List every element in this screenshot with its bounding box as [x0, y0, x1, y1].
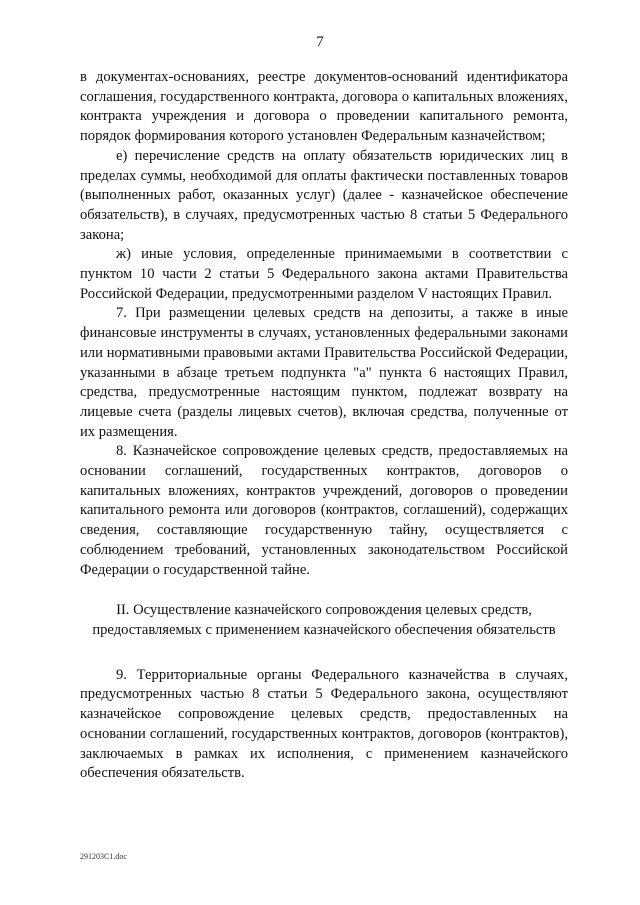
- footer-file-code: 291203C1.doc: [80, 852, 127, 861]
- document-body: [80, 68, 568, 784]
- paragraph-8: 8. Казначейское сопровождение целевых средств, предоставляемых на основании соглашений, государственных контрактов, договоров о капитальных вложениях, контрактов учреждений, договоров о проведении капитального ремонта или договоров (контрактов, соглашений), содержащих сведения, составляющие государственную тайну, осуществляется с соблюдением требований, установленных законодательством Российской Федерации о государственной тайне.: [80, 443, 568, 578]
- page-number: 7: [316, 34, 324, 50]
- paragraph-item-e: е) перечисление средств на оплату обязательств юридических лиц в пределах суммы, необходимой для оплаты фактически поставленных товаров (выполненных работ, оказанных услуг) (далее - казначейское обеспечение обязательств), в случаях, предусмотренных частью 8 статьи 5 Федерального закона;: [80, 147, 568, 243]
- section-heading: [80, 601, 568, 640]
- section-heading-line-2: предоставляемых с применением казначейского обеспечения обязательств: [92, 621, 556, 638]
- paragraph-7: 7. При размещении целевых средств на депозиты, а также в иные финансовые инструменты в случаях, установленных федеральными законами или нормативными правовыми актами Правительства Российской Федерации, указанными в абзаце третьем подпункта "а" пункта 6 настоящих Правил, средства, предусмотренные настоящим пунктом, подлежат возврату на лицевые счета (разделы лицевых счетов), включая средства, полученные от их размещения.: [80, 305, 568, 440]
- paragraph-9: 9. Территориальные органы Федерального казначейства в случаях, предусмотренных частью 8 статьи 5 Федерального закона, осуществляют казначейское сопровождение целевых средств, предоставленных на основании соглашений, государственных контрактов, договоров (контрактов), заключаемых в рамках их исполнения, с применением казначейского обеспечения обязательств.: [80, 666, 568, 782]
- section-heading-line-1: II. Осуществление казначейского сопровождения целевых средств,: [116, 602, 532, 619]
- paragraph-item-zh: ж) иные условия, определенные принимаемыми в соответствии с пунктом 10 части 2 статьи 5 Федерального закона актами Правительства Российской Федерации, предусмотренными разделом V настоящих Правил.: [80, 246, 568, 302]
- paragraph-continuation: в документах-основаниях, реестре документов-оснований идентификатора соглашения, государственного контракта, договора о капитальных вложениях, контракта учреждения и договора о проведении капитального ремонта, порядок формирования которого установлен Федеральным казначейством;: [80, 69, 568, 145]
